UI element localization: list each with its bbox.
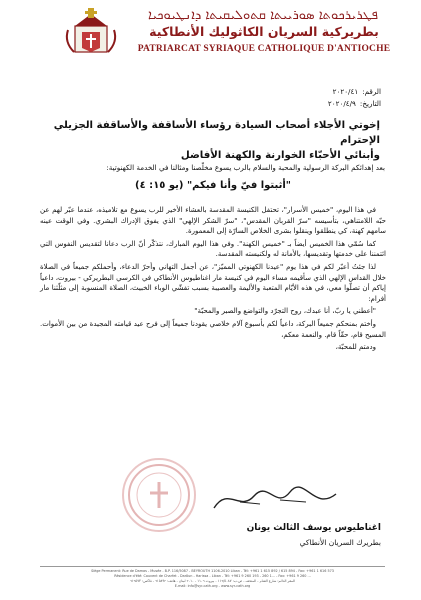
signer-name: اغناطيوس يوسف الثالث يونان (246, 523, 381, 533)
greeting-line: بعد إهدائكم البركة الرسولية والمحبة والسلام بالرب يسوع مخلّصنا ومثالنا في الخدمة الكهنوتية: (106, 163, 385, 172)
reference-date (181, 98, 381, 110)
body-paragraph: كما سُمّي هذا الخميس أيضاً بـ "خميس الكهنة". وفي هذا اليوم المبارك، نتذكّر أنّ الرب دعانا لتقديس النفوس التي ائتمننا على خدمتها وتقديسها، بالأمانة له ولكنيسته المقدسة. (40, 239, 386, 259)
salutation-line: إخوتي الأجلاء أصحاب السيادة رؤساء الأساقفة والأساقفة الجزيلي الإحترام (53, 120, 380, 146)
body-paragraph: وأختم بمنحكم جميعاً البركة، داعياً لكم بأسبوع آلام خلاصي يقودنا جميعاً إلى فرح عيد قيامته المجيدة من بين الأموات. المسيح قام، حقّاً قام. والنعمة معكم، (40, 319, 386, 339)
reference-date-label: التاريخ: (359, 99, 381, 108)
reference-number-value: ٢٠٢٠/٤١ (332, 87, 359, 96)
syriac-title: ܦܛܪܝܪܟܘܬܐ ܣܘܪܝܝܬܐ ܩܬܘܠܝܩܝܬܐ ܕܐܢܛܝܘܟܝܐ (148, 8, 378, 23)
prayer-quote: "أعطني يا ربّ، أنا عبدك، روح التجرّد والتواضع والصبر والمحبّة" (194, 307, 376, 316)
latin-title: PATRIARCAT SYRIAQUE CATHOLIQUE D'ANTIOCHE (137, 44, 391, 54)
official-stamp (122, 458, 196, 532)
arabic-title: بطريركية السريان الكاثوليك الأنطاكية (149, 24, 379, 39)
reference-block (181, 86, 381, 110)
body-paragraph: في هذا اليوم، "خميس الأسرار"، تحتفل الكنيسة المقدسة بالعشاء الأخير للرب يسوع مع تلاميذه، عندما عبّر لهم عن حبّه اللامتناهي، بتأسيسه "سرّ القربان المقدس"، "سرّ الشكر الإلهي" الذي يفوق الإدراك البشري. وفي الوقت عينه سامهم كهنة، كي ينطلقوا وينقلوا بشرى الخلاص السارّة إلى المعمورة. (40, 206, 386, 236)
footer-line: المقر الدائم: شارع الشام - المتحف - ص.ب: ١١٦/٥٠٨٧ - بيروت ١١٠٦ - ٢٠١٠ لبنان - هاتف: ٦١٥٨٩٢ - فاكس: ٦١٦٥٧٣ (129, 579, 296, 583)
scripture-verse: "أثبتوا فيّ وأنا فيكم" (يو ١٥: ٤) (135, 180, 291, 191)
footer-line: Siège Permanent: Rue de Damas - Musée - B.P. 116/5087 - BEYROUTH 1106-2010 Liban - Tél: +961 1 615 892 / 615 894 - Fax: +961 1 616 573 (91, 569, 334, 573)
reference-number-label: الرقم: (362, 87, 381, 96)
patriarchate-coat-of-arms-logo (60, 8, 122, 58)
footer-divider (40, 566, 385, 567)
reference-date-value: ٢٠٢٠/٤/٩ (327, 99, 356, 108)
footer-contact (40, 569, 385, 589)
closing-line: ودمتم للمحبّة، (335, 343, 376, 352)
salutation-line: وأبنائي الأحبّاء الخوارنة والكهنة الأفاضل (180, 150, 380, 161)
reference-number (181, 86, 381, 98)
signer-title: بطريرك السريان الأنطاكي (299, 538, 381, 547)
body-paragraph: لذا جئتُ أعبّر لكم في هذا يوم "عيدنا الكهنوتي المميّز"، عن أجمل التهاني وأحرّ الدعاء، وأحملكم جميعاً في الصلاة خلال القداس الإلهي الذي سأقيمه مساء اليوم في كنيسة مار اغناطيوس الأنطاكي في الكرسي البطريركي - بيروت، داعياً إياكم أن تصلّوا معي، في هذه الأيّام المتعبة والأليمة والعصيبة بسبب تفشّي الوباء الخبيث، الصلاة المنسوبة إلى مثلّثنا مار أفرام: (40, 262, 386, 303)
footer-line: E-mail: info@syr-cath.org - www.syr-cath.org (174, 584, 251, 588)
letter-body (40, 205, 386, 355)
salutation (40, 118, 380, 163)
handwritten-signature (210, 482, 340, 516)
footer-line: Résidence d'été: Couvent de Charfet - Darôun - Harissa - Liban - Tél: +961 9 260 193 - 260 1... - Fax: +961 9 260 ... (114, 574, 311, 578)
